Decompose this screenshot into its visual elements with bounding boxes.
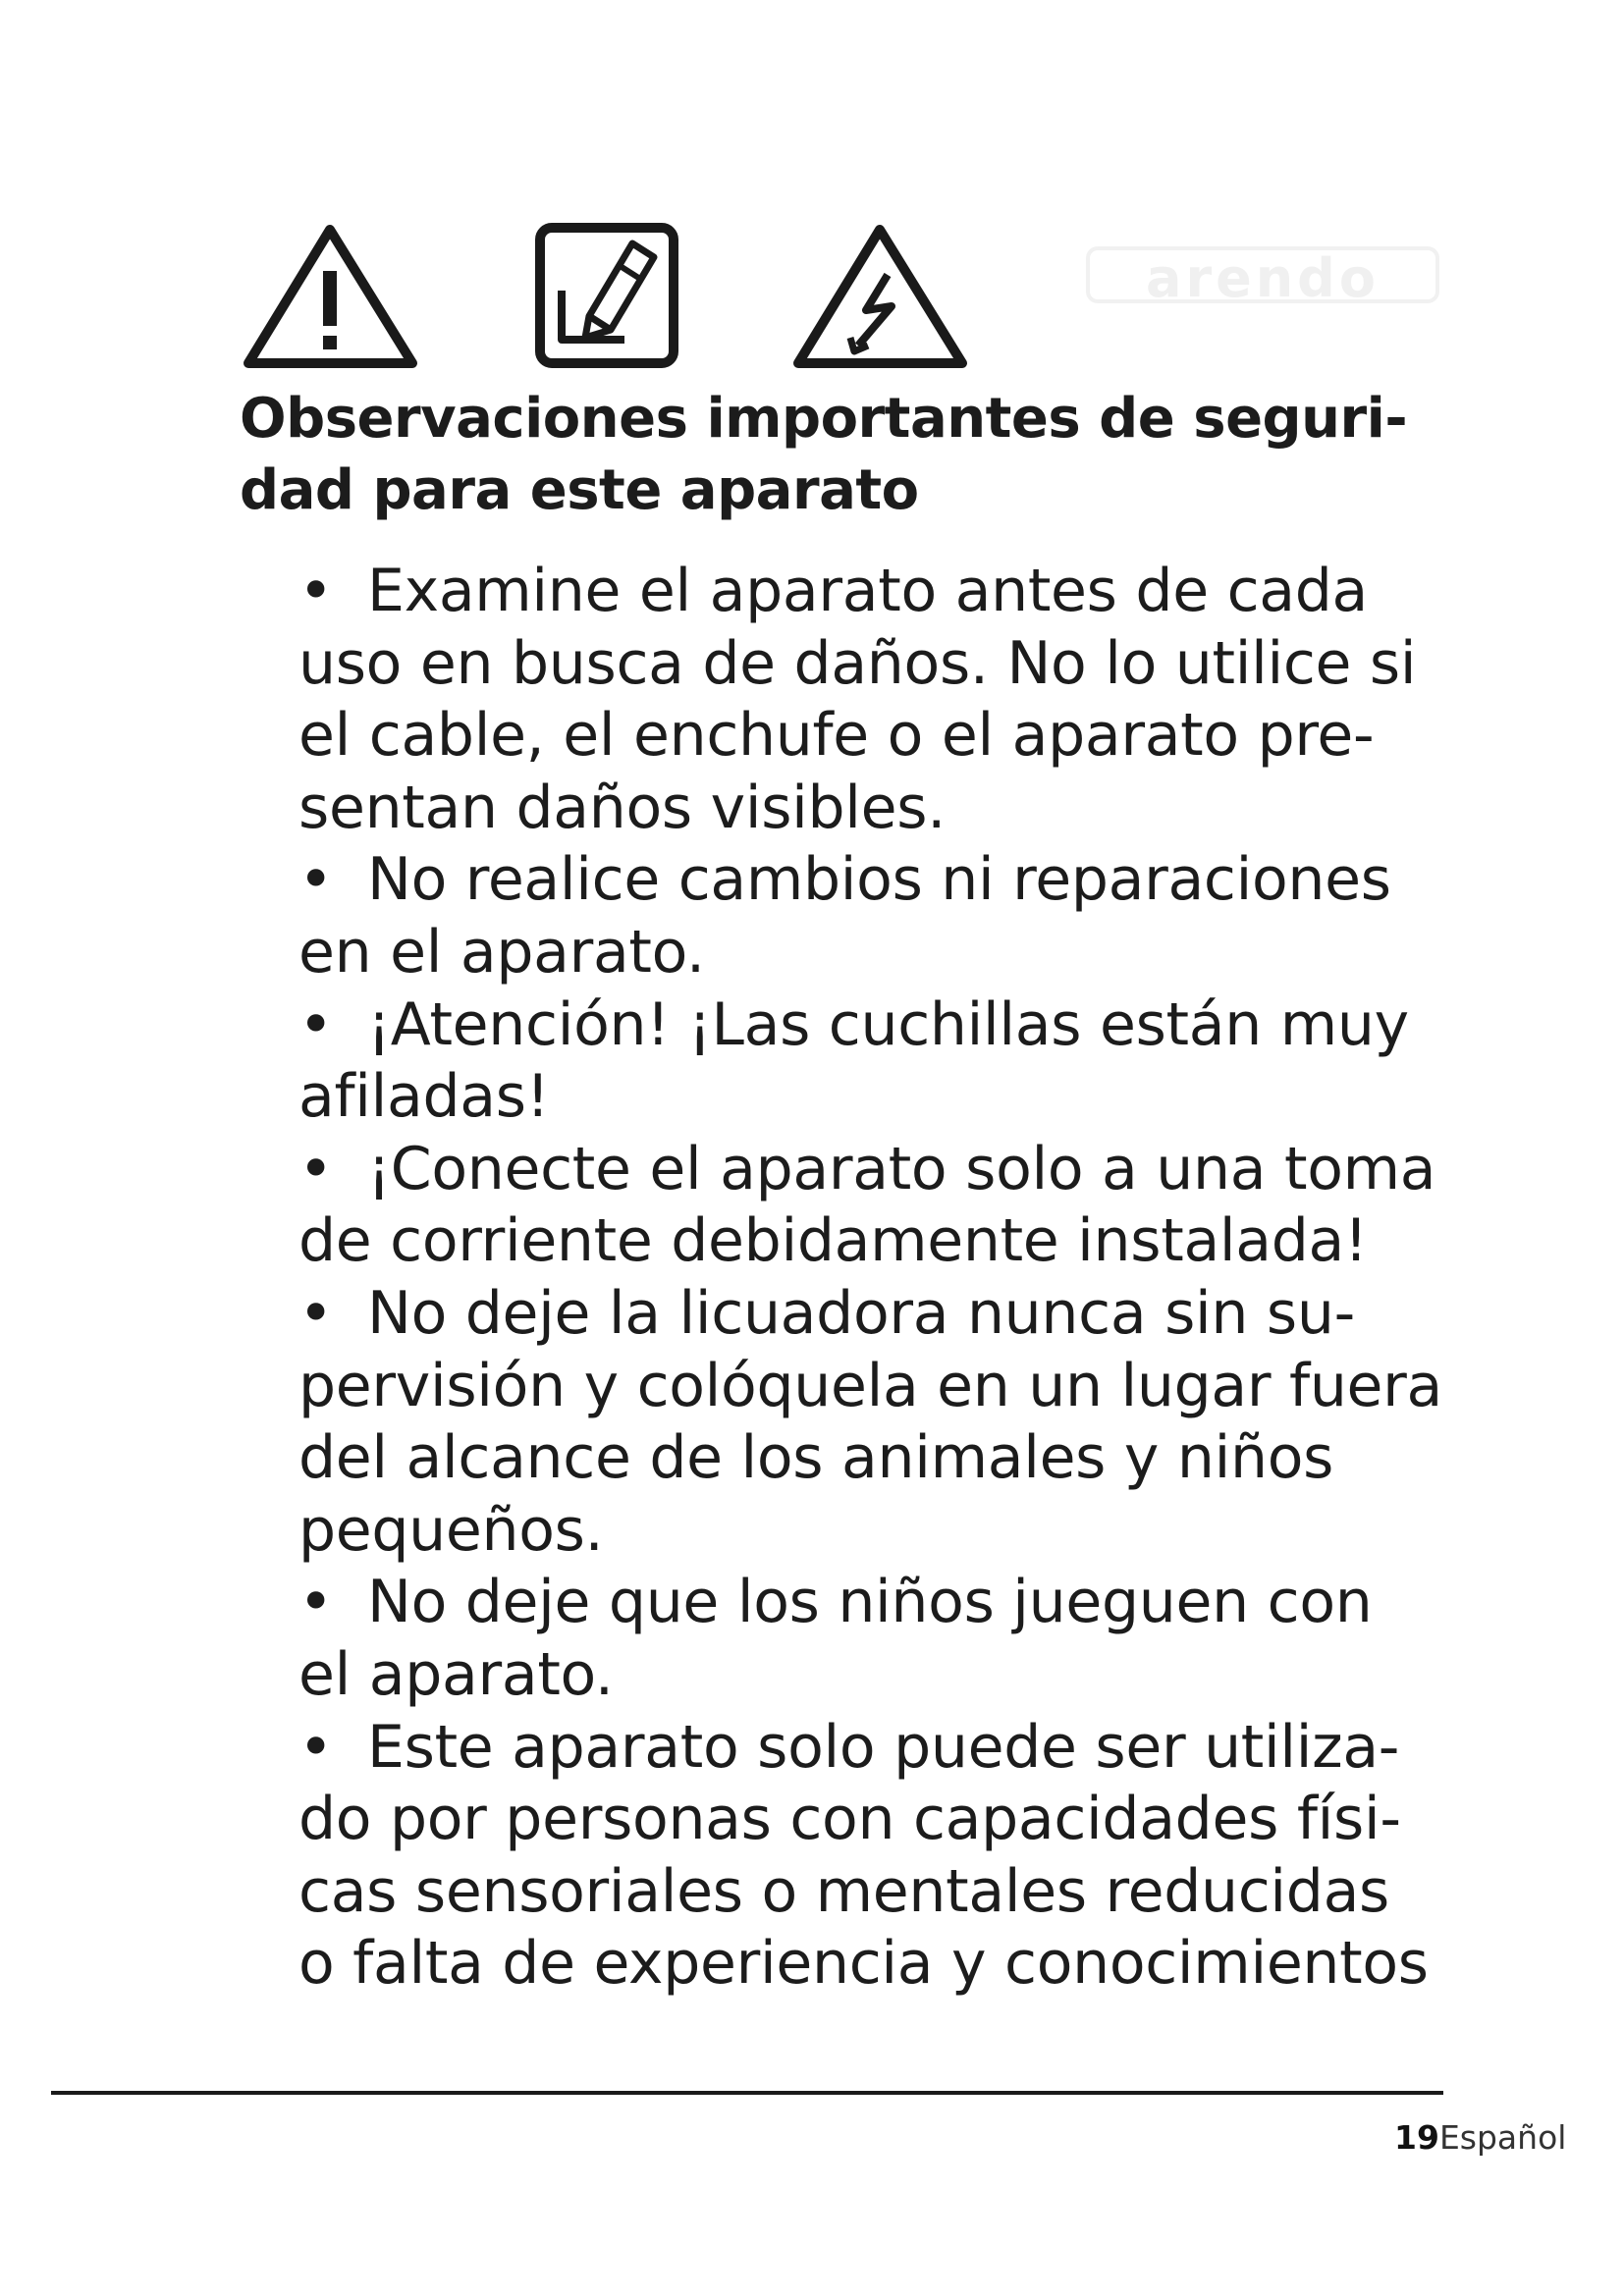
- list-item-line: No realice cambios ni reparaciones: [367, 845, 1391, 915]
- list-item-line: Examine el aparato antes de cada: [367, 557, 1368, 625]
- list-item-line: No deje que los niños jueguen con: [367, 1568, 1373, 1637]
- list-item-line: afiladas!: [298, 1062, 550, 1132]
- electric-shock-icon: [789, 220, 971, 372]
- title-line-1: Observaciones importantes de seguri-: [240, 387, 1408, 451]
- footer-divider: [51, 2091, 1443, 2095]
- page-title: [240, 383, 1418, 526]
- warning-triangle-icon: [240, 220, 421, 372]
- list-item: [298, 1278, 1477, 1567]
- list-item-line: ¡Conecte el aparato solo a una toma: [367, 1134, 1436, 1203]
- list-item-line: do por personas con capacidades físi-: [298, 1785, 1401, 1854]
- list-item: [298, 844, 1477, 988]
- list-item-line: No deje la licuadora nunca sin su-: [367, 1278, 1355, 1348]
- list-item-line: el cable, el enchufe o el aparato pre-: [298, 701, 1375, 771]
- list-item-line: de corriente debidamente instalada!: [298, 1206, 1368, 1276]
- list-item: [298, 556, 1477, 844]
- bullet: •: [298, 1278, 334, 1348]
- brand-watermark: arendo: [1086, 246, 1439, 303]
- list-item-line: Este aparato solo puede ser utiliza-: [367, 1712, 1400, 1782]
- list-item: [298, 989, 1477, 1134]
- list-item-line: en el aparato.: [298, 917, 705, 987]
- list-item-line: cas sensoriales o mentales reducidas: [298, 1856, 1390, 1926]
- bullet: •: [298, 845, 334, 915]
- page-footer: [1394, 2118, 1566, 2157]
- list-item-line: o falta de experiencia y conocimientos: [298, 1929, 1429, 1999]
- safety-list: [298, 556, 1477, 2001]
- list-item: [298, 1712, 1477, 2001]
- list-item-line: pervisión y colóquela en un lugar fuera: [298, 1351, 1443, 1420]
- safety-icons: [240, 216, 1447, 373]
- list-item: [298, 1134, 1477, 1278]
- list-item-line: sentan daños visibles.: [298, 773, 947, 842]
- page-number: 19: [1394, 2118, 1439, 2157]
- bullet: •: [298, 1712, 334, 1782]
- list-item-line: del alcance de los animales y niños: [298, 1423, 1334, 1493]
- list-item-line: el aparato.: [298, 1639, 614, 1709]
- manual-notebook-icon: [534, 222, 679, 369]
- list-item-line: pequeños.: [298, 1495, 604, 1565]
- bullet: •: [298, 989, 334, 1059]
- list-item-line: ¡Atención! ¡Las cuchillas están muy: [367, 989, 1409, 1059]
- bullet: •: [298, 557, 334, 625]
- bullet: •: [298, 1568, 334, 1637]
- bullet: •: [298, 1134, 334, 1203]
- list-item-line: uso en busca de daños. No lo utilice si: [298, 628, 1417, 698]
- footer-language: Español: [1438, 2118, 1567, 2157]
- list-item: [298, 1567, 1477, 1711]
- title-line-2: dad para este aparato: [240, 458, 919, 522]
